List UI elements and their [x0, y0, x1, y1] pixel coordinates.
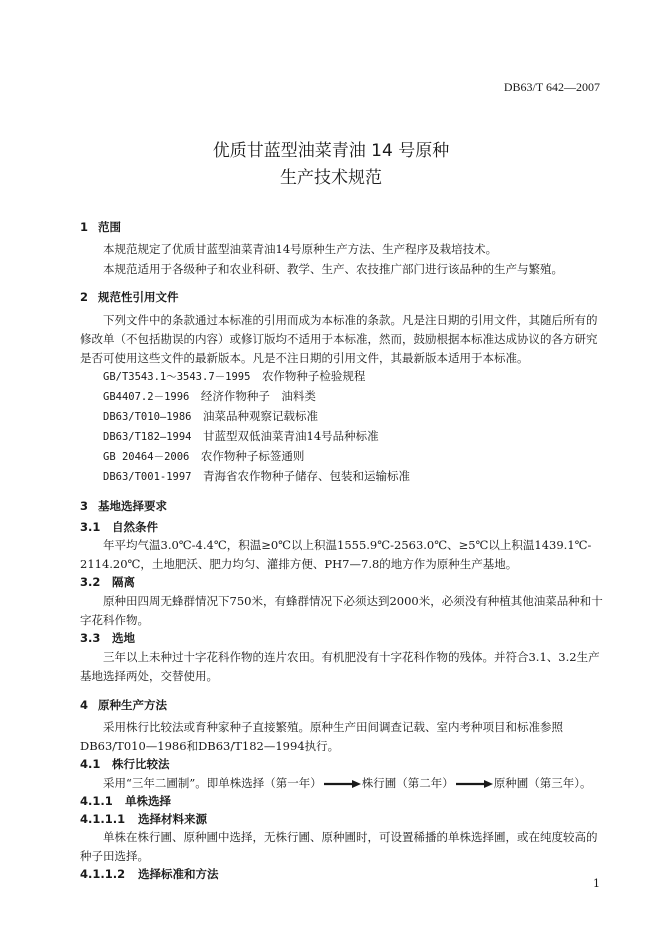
paragraph-line: 单株在株行圃、原种圃中选择，无株行圃、原种圃时，可设置稀播的单株选择圃，或在纯度较高的: [103, 830, 598, 844]
right-arrow-icon: [322, 779, 362, 789]
reference-title: 农作物种子检验规程: [261, 369, 366, 383]
paragraph-line: 采用株行比较法或育种家种子直接繁殖。原种生产田间调查记载、室内考种项目和标准参照: [103, 720, 563, 734]
process-step-1: 采用“三年二圃制”。即单株选择（第一年）: [103, 776, 322, 790]
section-title: 基地选择要求: [98, 499, 167, 513]
paragraph-line: 三年以上未种过十字花科作物的连片农田。有机肥没有十字花科作物的残体。并符合3.1、3.2生产: [103, 650, 600, 664]
reference-title: 甘蓝型双低油菜青油14号品种标准: [203, 429, 379, 443]
reference-item: [103, 428, 379, 444]
paragraph-line: 种子田选择。: [80, 849, 149, 863]
paragraph-line: 2114.20℃，土地肥沃、肥力均匀、灌排方便、PH7—7.8的地方作为原种生产基地。: [80, 557, 518, 571]
reference-code: DB63/T182—1994: [103, 431, 192, 443]
reference-code: GB/T3543.1～3543.7－1995: [103, 371, 251, 383]
section-number: 3: [80, 499, 89, 513]
subsection-4-1-1-2-heading: [80, 866, 219, 882]
paragraph-line: 原种田四周无蜂群情况下750米，有蜂群情况下必须达到2000米，必须没有种植其他油菜品种和十: [103, 594, 603, 608]
subsection-number: 3.2: [80, 575, 101, 589]
reference-item: [103, 468, 410, 484]
paragraph-line: 年平均气温3.0℃-4.4℃，积温≥0℃以上积温1555.9℃-2563.0℃、≥5℃以上积温1439.1℃-: [103, 538, 592, 552]
subsection-title: 单株选择: [125, 794, 171, 808]
section-number: 4: [80, 698, 89, 712]
section-title: 规范性引用文件: [98, 290, 179, 304]
subsection-title: 选地: [112, 631, 135, 645]
subsection-4-1-1-1-heading: [80, 811, 207, 827]
subsection-4-1-1-heading: [80, 793, 171, 809]
reference-item: [103, 388, 316, 404]
paragraph-line: 下列文件中的条款通过本标准的引用而成为本标准的条款。凡是注日期的引用文件，其随后所有的: [103, 313, 598, 327]
reference-code: GB 20464－2006: [103, 451, 190, 463]
subsection-number: 4.1.1.1: [80, 812, 126, 826]
section-3-heading: [80, 498, 167, 514]
paragraph-line: DB63/T010—1986和DB63/T182—1994执行。: [80, 739, 340, 753]
subsection-3-2-heading: [80, 574, 135, 590]
section-2-heading: [80, 289, 179, 305]
paragraph: 本规范适用于各级种子和农业科研、教学、生产、农技推广部门进行该品种的生产与繁殖。: [103, 262, 563, 276]
subsection-3-3-heading: [80, 630, 135, 646]
subsection-title: 选择标准和方法: [138, 867, 219, 881]
reference-title: 青海省农作物种子储存、包装和运输标准: [203, 469, 411, 483]
subsection-number: 4.1.1: [80, 794, 113, 808]
subsection-number: 4.1: [80, 757, 101, 771]
subsection-4-1-heading: [80, 756, 170, 772]
subsection-title: 选择材料来源: [138, 812, 207, 826]
paragraph-line: 基地选择两处，交替使用。: [80, 669, 218, 683]
document-title-line2: 生产技术规范: [280, 168, 382, 188]
reference-title: 油菜品种观察记载标准: [203, 409, 319, 423]
section-1-heading: [80, 219, 121, 235]
process-flow-line: [103, 774, 592, 793]
document-title-line1: 优质甘蓝型油菜青油 14 号原种: [212, 141, 450, 161]
process-step-2: 株行圃（第二年）: [361, 776, 454, 790]
document-number: DB63/T 642—2007: [503, 80, 600, 94]
reference-item: [103, 408, 318, 424]
subsection-title: 自然条件: [112, 520, 158, 534]
subsection-title: 株行比较法: [112, 757, 170, 771]
reference-title: 农作物种子标签通则: [200, 449, 305, 463]
subsection-number: 4.1.1.2: [80, 867, 126, 881]
reference-title: 经济作物种子 油料类: [200, 389, 316, 403]
page-number: 1: [593, 877, 600, 890]
subsection-3-1-heading: [80, 519, 158, 535]
section-title: 范围: [98, 220, 121, 234]
reference-code: DB63/T010—1986: [103, 411, 192, 423]
subsection-number: 3.3: [80, 631, 101, 645]
reference-item: [103, 368, 365, 384]
section-number: 1: [80, 220, 89, 234]
paragraph-line: 是否可使用这些文件的最新版本。凡是不注日期的引用文件，其最新版本适用于本标准。: [80, 351, 529, 365]
section-4-heading: [80, 697, 167, 713]
reference-code: GB4407.2－1996: [103, 391, 190, 403]
section-title: 原种生产方法: [98, 698, 167, 712]
right-arrow-icon: [454, 779, 494, 789]
paragraph-line: 修改单（不包括勘误的内容）或修订版均不适用于本标准，然而，鼓励根据本标准达成协议的各方研究: [80, 332, 598, 346]
subsection-title: 隔离: [112, 575, 135, 589]
section-number: 2: [80, 290, 89, 304]
paragraph-line: 字花科作物。: [80, 613, 149, 627]
reference-code: DB63/T001-1997: [103, 471, 192, 483]
reference-item: [103, 448, 304, 464]
subsection-number: 3.1: [80, 520, 101, 534]
process-step-3: 原种圃（第三年）。: [493, 776, 592, 790]
paragraph: 本规范规定了优质甘蓝型油菜青油14号原种生产方法、生产程序及栽培技术。: [103, 242, 498, 256]
